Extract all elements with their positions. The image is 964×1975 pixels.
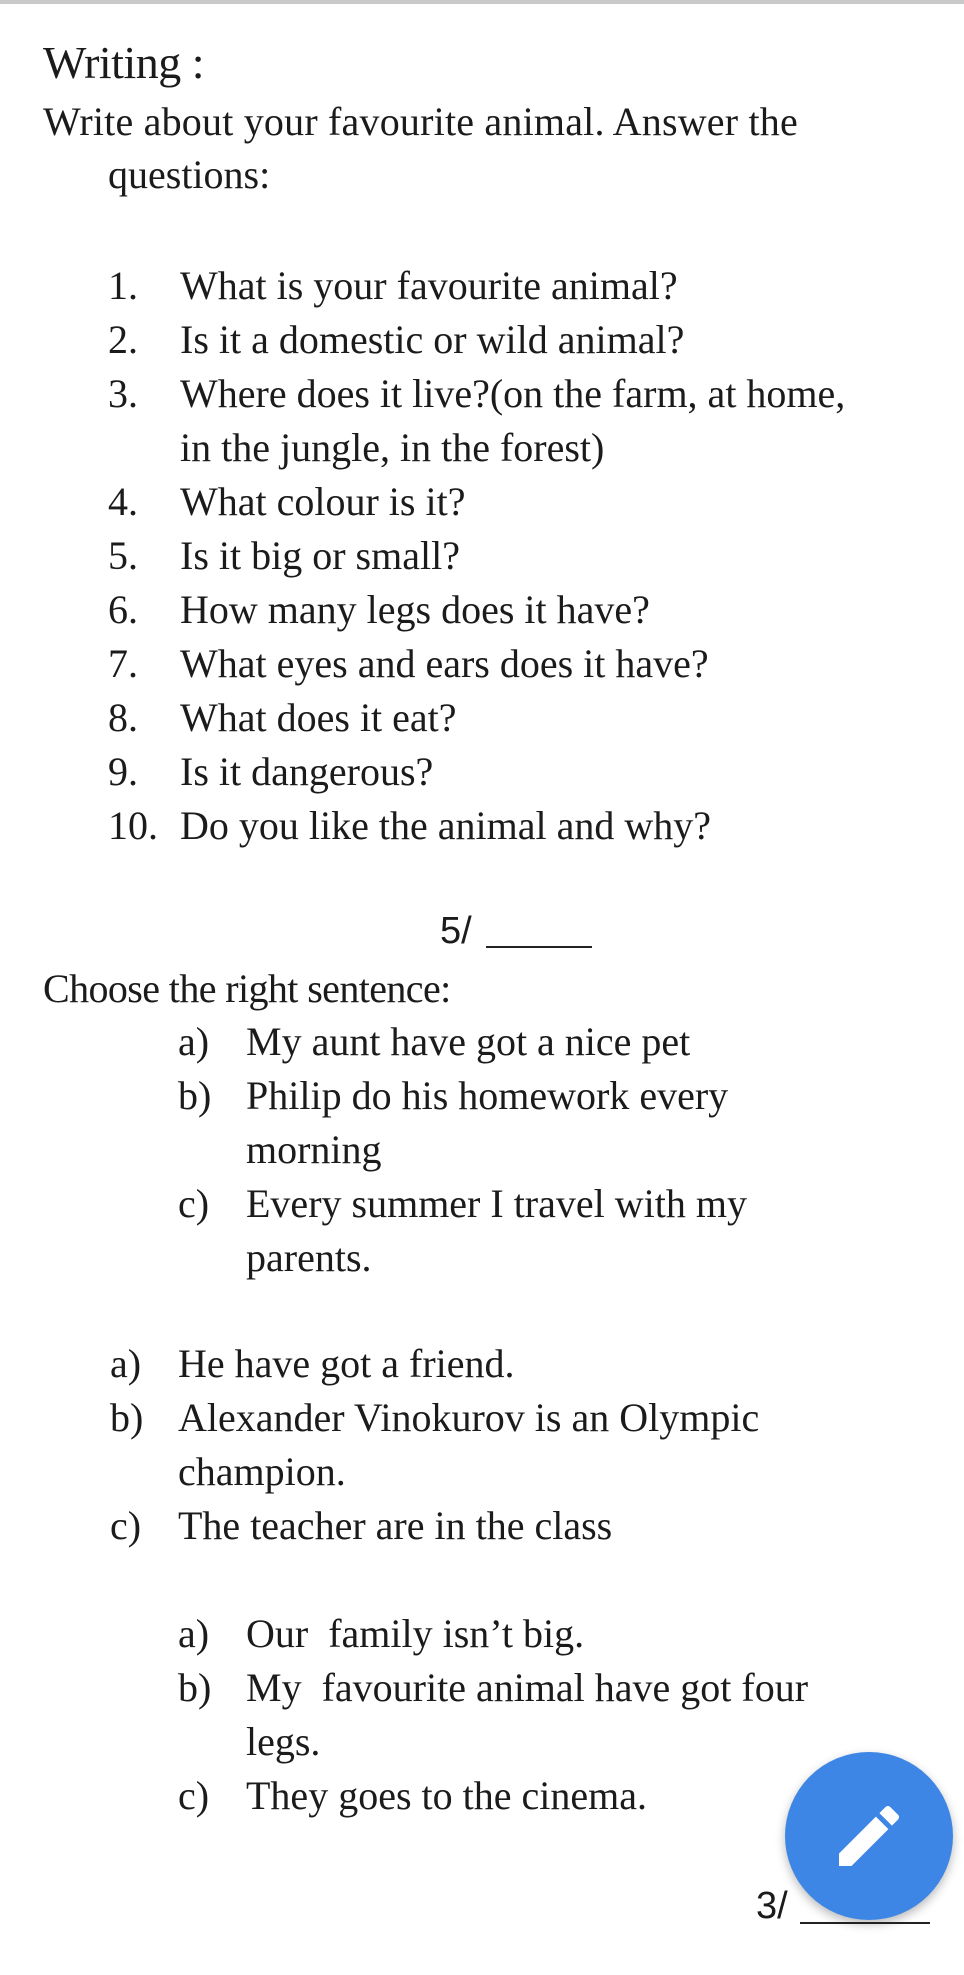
pencil-icon xyxy=(829,1796,909,1876)
question-text: Is it dangerous? xyxy=(180,749,434,794)
question-text: Is it a domestic or wild animal? xyxy=(180,317,685,362)
question-text: What colour is it? xyxy=(180,479,466,524)
option-text: My aunt have got a nice pet xyxy=(246,1019,691,1064)
option-text-continued: parents. xyxy=(246,1235,372,1280)
option-text: Philip do his homework every xyxy=(246,1073,729,1118)
option-text-continued: legs. xyxy=(246,1719,321,1764)
option-letter: c) xyxy=(178,1773,210,1818)
option-letter: b) xyxy=(178,1073,212,1118)
option-text: My favourite animal have got four xyxy=(246,1665,809,1710)
choose-heading: Choose the right sentence: xyxy=(43,966,451,1011)
choose-score: 3/ xyxy=(756,1885,788,1927)
edit-button[interactable] xyxy=(785,1752,953,1920)
option-letter: b) xyxy=(178,1665,212,1710)
question-text-continued: in the jungle, in the forest) xyxy=(180,425,605,470)
writing-score-blank xyxy=(486,946,592,948)
question-text: Is it big or small? xyxy=(180,533,460,578)
option-letter: a) xyxy=(110,1341,142,1386)
question-number: 10. xyxy=(108,803,158,848)
option-text: He have got a friend. xyxy=(178,1341,515,1386)
writing-instruction: Write about your favourite animal. Answer the xyxy=(43,99,798,144)
writing-instruction-continued: questions: xyxy=(108,152,271,197)
option-text: Our family isn’t big. xyxy=(246,1611,585,1656)
question-text: What is your favourite animal? xyxy=(180,263,678,308)
option-letter: a) xyxy=(178,1611,210,1656)
option-letter: c) xyxy=(110,1503,142,1548)
question-text: What eyes and ears does it have? xyxy=(180,641,709,686)
option-text: They goes to the cinema. xyxy=(246,1773,647,1818)
question-number: 4. xyxy=(108,479,138,524)
option-letter: a) xyxy=(178,1019,210,1064)
question-number: 6. xyxy=(108,587,138,632)
option-text-continued: morning xyxy=(246,1127,382,1172)
option-letter: b) xyxy=(110,1395,144,1440)
question-text: How many legs does it have? xyxy=(180,587,650,632)
question-number: 9. xyxy=(108,749,138,794)
question-number: 2. xyxy=(108,317,138,362)
top-divider xyxy=(0,0,964,4)
writing-score: 5/ xyxy=(440,910,472,952)
question-number: 5. xyxy=(108,533,138,578)
option-text: The teacher are in the class xyxy=(178,1503,613,1548)
question-number: 3. xyxy=(108,371,138,416)
writing-heading: Writing : xyxy=(43,37,205,88)
question-text: What does it eat? xyxy=(180,695,457,740)
choose-score-blank xyxy=(800,1922,930,1924)
question-number: 8. xyxy=(108,695,138,740)
question-number: 1. xyxy=(108,263,138,308)
question-text: Do you like the animal and why? xyxy=(180,803,711,848)
option-letter: c) xyxy=(178,1181,210,1226)
option-text: Alexander Vinokurov is an Olympic xyxy=(178,1395,760,1440)
question-text: Where does it live?(on the farm, at home, xyxy=(180,371,846,416)
option-text-continued: champion. xyxy=(178,1449,346,1494)
question-number: 7. xyxy=(108,641,138,686)
option-text: Every summer I travel with my xyxy=(246,1181,747,1226)
